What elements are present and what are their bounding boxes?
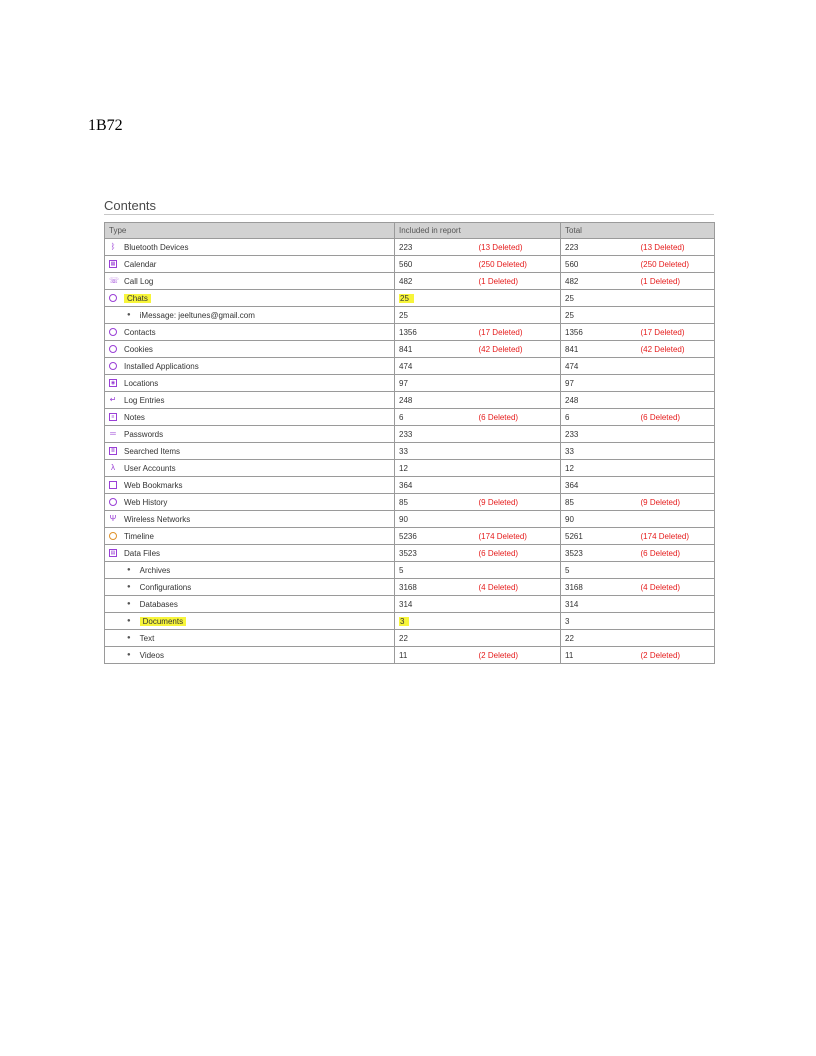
type-cell [105, 647, 395, 664]
total-count-value: 12 [565, 463, 574, 473]
total-deleted [637, 392, 715, 409]
included-deleted-value: (4 Deleted) [478, 582, 519, 592]
type-cell [105, 596, 395, 613]
type-label: iMessage: jeeltunes@gmail.com [139, 310, 255, 320]
total-count [561, 392, 637, 409]
type-cell [105, 494, 395, 511]
total-count-value: 474 [565, 361, 579, 371]
type-label: Chats [124, 294, 151, 303]
type-cell [105, 358, 395, 375]
table-row [105, 630, 715, 647]
included-count [395, 324, 475, 341]
total-deleted [637, 426, 715, 443]
total-count [561, 477, 637, 494]
included-deleted-value: (6 Deleted) [478, 548, 519, 558]
total-count-value: 3523 [565, 548, 583, 558]
document-code: 1B72 [88, 117, 123, 134]
total-deleted-value: (6 Deleted) [640, 412, 681, 422]
applications-icon [109, 362, 117, 370]
included-count [395, 443, 475, 460]
included-count [395, 596, 475, 613]
bullet-icon: ● [127, 584, 131, 590]
total-count-value: 90 [565, 514, 574, 524]
included-deleted [475, 256, 561, 273]
total-deleted [637, 307, 715, 324]
included-deleted [475, 545, 561, 562]
total-count-value: 3168 [565, 582, 583, 592]
type-cell [105, 341, 395, 358]
total-count [561, 239, 637, 256]
table-row [105, 307, 715, 324]
total-count [561, 375, 637, 392]
total-deleted [637, 290, 715, 307]
included-deleted [475, 443, 561, 460]
total-deleted [637, 477, 715, 494]
total-deleted [637, 630, 715, 647]
type-label: Archives [139, 565, 171, 575]
included-count-value: 3168 [399, 582, 417, 592]
total-deleted [637, 545, 715, 562]
included-count [395, 307, 475, 324]
included-count-value: 11 [399, 650, 408, 660]
type-label: Searched Items [124, 446, 181, 456]
included-count-value: 5 [399, 565, 404, 575]
included-deleted [475, 239, 561, 256]
type-cell [105, 562, 395, 579]
total-count [561, 562, 637, 579]
cookies-icon [109, 345, 117, 353]
total-count [561, 545, 637, 562]
included-deleted [475, 562, 561, 579]
included-count-value: 364 [399, 480, 413, 490]
table-row [105, 256, 715, 273]
included-count [395, 511, 475, 528]
included-deleted [475, 341, 561, 358]
total-deleted [637, 562, 715, 579]
data-files-icon: ▤ [110, 550, 116, 556]
contents-section [104, 198, 714, 664]
total-count [561, 494, 637, 511]
web-history-icon [109, 498, 117, 506]
total-deleted-value: (6 Deleted) [640, 548, 681, 558]
type-cell [105, 392, 395, 409]
total-deleted-value: (174 Deleted) [640, 531, 689, 541]
log-entries-icon: ↵ [109, 395, 117, 404]
total-deleted-value: (13 Deleted) [640, 242, 685, 252]
total-deleted [637, 239, 715, 256]
included-count [395, 409, 475, 426]
type-cell [105, 443, 395, 460]
included-deleted-value: (13 Deleted) [478, 242, 523, 252]
included-deleted [475, 273, 561, 290]
total-deleted [637, 358, 715, 375]
total-count [561, 647, 637, 664]
type-label: Data Files [124, 548, 161, 558]
type-cell [105, 477, 395, 494]
table-row [105, 528, 715, 545]
total-count [561, 579, 637, 596]
locations-icon: ◉ [110, 380, 116, 386]
type-label: Timeline [124, 531, 154, 541]
total-count-value: 560 [565, 259, 579, 269]
table-row [105, 290, 715, 307]
total-deleted [637, 596, 715, 613]
total-deleted-value: (42 Deleted) [640, 344, 685, 354]
notes-icon: ≡ [109, 413, 117, 421]
bullet-icon: ● [127, 601, 131, 607]
included-count [395, 290, 475, 307]
included-count-value: 5236 [399, 531, 417, 541]
included-count [395, 477, 475, 494]
table-row [105, 358, 715, 375]
total-count [561, 273, 637, 290]
table-row [105, 426, 715, 443]
total-count [561, 290, 637, 307]
total-count [561, 460, 637, 477]
total-count [561, 256, 637, 273]
included-count-value: 1356 [399, 327, 417, 337]
total-count-value: 33 [565, 446, 574, 456]
total-deleted [637, 647, 715, 664]
chats-icon [109, 294, 117, 302]
bullet-icon: ● [127, 635, 131, 641]
total-count-value: 5261 [565, 531, 583, 541]
included-count-value: 22 [399, 633, 408, 643]
bluetooth-icon: ᛒ [110, 242, 116, 251]
included-deleted-value: (174 Deleted) [478, 531, 527, 541]
included-deleted [475, 477, 561, 494]
total-count-value: 841 [565, 344, 579, 354]
included-deleted [475, 409, 561, 426]
header-type: Type [105, 223, 395, 239]
type-label: Passwords [124, 429, 164, 439]
type-cell [105, 256, 395, 273]
included-count-value: 85 [399, 497, 408, 507]
included-count-value: 841 [399, 344, 413, 354]
table-row [105, 647, 715, 664]
total-count [561, 613, 637, 630]
total-count [561, 324, 637, 341]
total-deleted [637, 460, 715, 477]
included-deleted [475, 460, 561, 477]
type-label: Bluetooth Devices [124, 242, 189, 252]
type-label: Text [139, 633, 155, 643]
total-count [561, 426, 637, 443]
passwords-icon: ═ [110, 429, 116, 438]
total-deleted [637, 494, 715, 511]
included-count-value: 223 [399, 242, 413, 252]
type-cell [105, 426, 395, 443]
total-count-value: 3 [565, 616, 570, 626]
included-deleted [475, 596, 561, 613]
total-count [561, 409, 637, 426]
included-deleted-value: (250 Deleted) [478, 259, 527, 269]
type-label: Calendar [124, 259, 157, 269]
table-row [105, 596, 715, 613]
table-row [105, 477, 715, 494]
included-count [395, 630, 475, 647]
type-cell [105, 579, 395, 596]
title-divider [104, 214, 714, 215]
included-count [395, 375, 475, 392]
included-count [395, 579, 475, 596]
type-cell [105, 613, 395, 630]
included-count [395, 392, 475, 409]
included-deleted-value: (9 Deleted) [478, 497, 519, 507]
total-deleted [637, 341, 715, 358]
total-count-value: 248 [565, 395, 579, 405]
type-label: Notes [124, 412, 145, 422]
type-cell [105, 460, 395, 477]
included-deleted [475, 528, 561, 545]
call-log-icon: ☏ [109, 276, 120, 285]
included-count-value: 560 [399, 259, 413, 269]
type-label: Configurations [139, 582, 192, 592]
table-row [105, 562, 715, 579]
total-deleted-value: (2 Deleted) [640, 650, 681, 660]
total-count [561, 307, 637, 324]
included-count-value: 33 [399, 446, 408, 456]
total-count-value: 233 [565, 429, 579, 439]
included-deleted [475, 511, 561, 528]
total-deleted-value: (250 Deleted) [640, 259, 689, 269]
total-deleted [637, 528, 715, 545]
total-deleted [637, 443, 715, 460]
included-deleted [475, 358, 561, 375]
type-cell [105, 239, 395, 256]
total-count-value: 482 [565, 276, 579, 286]
total-count [561, 358, 637, 375]
included-deleted [475, 392, 561, 409]
included-deleted [475, 324, 561, 341]
included-count-value: 314 [399, 599, 413, 609]
web-bookmarks-icon [109, 481, 117, 489]
included-count [395, 545, 475, 562]
included-count [395, 613, 475, 630]
type-label: Web History [124, 497, 168, 507]
type-cell [105, 409, 395, 426]
included-deleted [475, 290, 561, 307]
type-cell [105, 630, 395, 647]
table-row [105, 511, 715, 528]
included-count-value: 25 [399, 294, 414, 303]
table-row [105, 613, 715, 630]
included-count [395, 562, 475, 579]
total-deleted-value: (17 Deleted) [640, 327, 685, 337]
bullet-icon: ● [127, 312, 131, 318]
included-count [395, 494, 475, 511]
total-deleted [637, 273, 715, 290]
total-count [561, 528, 637, 545]
table-row [105, 341, 715, 358]
bullet-icon: ● [127, 652, 131, 658]
included-count [395, 358, 475, 375]
total-count [561, 511, 637, 528]
table-header-row [105, 223, 715, 239]
included-count-value: 97 [399, 378, 408, 388]
total-count [561, 443, 637, 460]
included-deleted [475, 426, 561, 443]
total-count-value: 223 [565, 242, 579, 252]
table-row [105, 443, 715, 460]
type-cell [105, 375, 395, 392]
header-included: Included in report [395, 223, 561, 239]
total-count [561, 341, 637, 358]
table-row [105, 460, 715, 477]
type-cell [105, 273, 395, 290]
total-deleted-value: (1 Deleted) [640, 276, 681, 286]
included-deleted [475, 579, 561, 596]
included-count [395, 528, 475, 545]
type-label: Locations [124, 378, 159, 388]
total-deleted [637, 579, 715, 596]
contents-title: Contents [104, 198, 157, 213]
total-count-value: 1356 [565, 327, 583, 337]
included-count-value: 6 [399, 412, 404, 422]
table-row [105, 409, 715, 426]
included-count-value: 233 [399, 429, 413, 439]
total-count-value: 364 [565, 480, 579, 490]
type-cell [105, 290, 395, 307]
type-label: Contacts [124, 327, 156, 337]
bullet-icon: ● [127, 567, 131, 573]
type-cell [105, 545, 395, 562]
total-deleted [637, 324, 715, 341]
type-label: Cookies [124, 344, 153, 354]
total-count-value: 314 [565, 599, 579, 609]
total-count-value: 22 [565, 633, 574, 643]
included-deleted-value: (42 Deleted) [478, 344, 523, 354]
type-cell [105, 511, 395, 528]
included-deleted-value: (2 Deleted) [478, 650, 519, 660]
included-count [395, 341, 475, 358]
type-label: Call Log [124, 276, 154, 286]
total-count-value: 11 [565, 650, 574, 660]
total-deleted [637, 511, 715, 528]
included-count [395, 460, 475, 477]
header-total: Total [561, 223, 715, 239]
included-count-value: 90 [399, 514, 408, 524]
type-label: Databases [139, 599, 178, 609]
type-label: Installed Applications [124, 361, 199, 371]
total-count [561, 630, 637, 647]
table-row [105, 273, 715, 290]
total-count-value: 6 [565, 412, 570, 422]
total-count-value: 85 [565, 497, 574, 507]
included-deleted-value: (17 Deleted) [478, 327, 523, 337]
user-accounts-icon: λ [111, 463, 115, 472]
timeline-icon [109, 532, 117, 540]
total-count-value: 5 [565, 565, 570, 575]
included-deleted [475, 494, 561, 511]
contacts-icon [109, 328, 117, 336]
included-count [395, 239, 475, 256]
table-row [105, 392, 715, 409]
included-deleted-value: (1 Deleted) [478, 276, 519, 286]
included-count [395, 647, 475, 664]
included-deleted [475, 647, 561, 664]
total-count [561, 596, 637, 613]
included-deleted [475, 630, 561, 647]
total-count-value: 25 [565, 310, 574, 320]
type-cell [105, 324, 395, 341]
included-count-value: 482 [399, 276, 413, 286]
included-deleted [475, 307, 561, 324]
included-count-value: 12 [399, 463, 408, 473]
table-row [105, 579, 715, 596]
included-deleted-value: (6 Deleted) [478, 412, 519, 422]
type-cell [105, 528, 395, 545]
table-row [105, 494, 715, 511]
bullet-icon: ● [127, 618, 131, 624]
included-count [395, 426, 475, 443]
total-deleted [637, 409, 715, 426]
total-deleted [637, 613, 715, 630]
total-deleted-value: (4 Deleted) [640, 582, 681, 592]
total-deleted [637, 375, 715, 392]
table-row [105, 375, 715, 392]
included-count [395, 273, 475, 290]
included-count-value: 25 [399, 310, 408, 320]
table-row [105, 324, 715, 341]
included-count-value: 248 [399, 395, 413, 405]
type-label: User Accounts [124, 463, 176, 473]
total-deleted-value: (9 Deleted) [640, 497, 681, 507]
total-deleted [637, 256, 715, 273]
type-label: Log Entries [124, 395, 165, 405]
calendar-icon: ▦ [110, 261, 116, 267]
total-count-value: 97 [565, 378, 574, 388]
included-count-value: 3523 [399, 548, 417, 558]
included-deleted [475, 375, 561, 392]
wireless-networks-icon: Ψ [109, 514, 117, 523]
table-row [105, 545, 715, 562]
included-count-value: 3 [399, 617, 409, 626]
searched-items-icon: ≣ [110, 448, 116, 454]
included-deleted [475, 613, 561, 630]
type-label: Documents [140, 617, 186, 626]
type-label: Videos [139, 650, 164, 660]
type-label: Web Bookmarks [124, 480, 183, 490]
total-count-value: 25 [565, 293, 574, 303]
table-row [105, 239, 715, 256]
included-count [395, 256, 475, 273]
type-cell [105, 307, 395, 324]
type-label: Wireless Networks [124, 514, 191, 524]
contents-table [104, 222, 715, 664]
included-count-value: 474 [399, 361, 413, 371]
